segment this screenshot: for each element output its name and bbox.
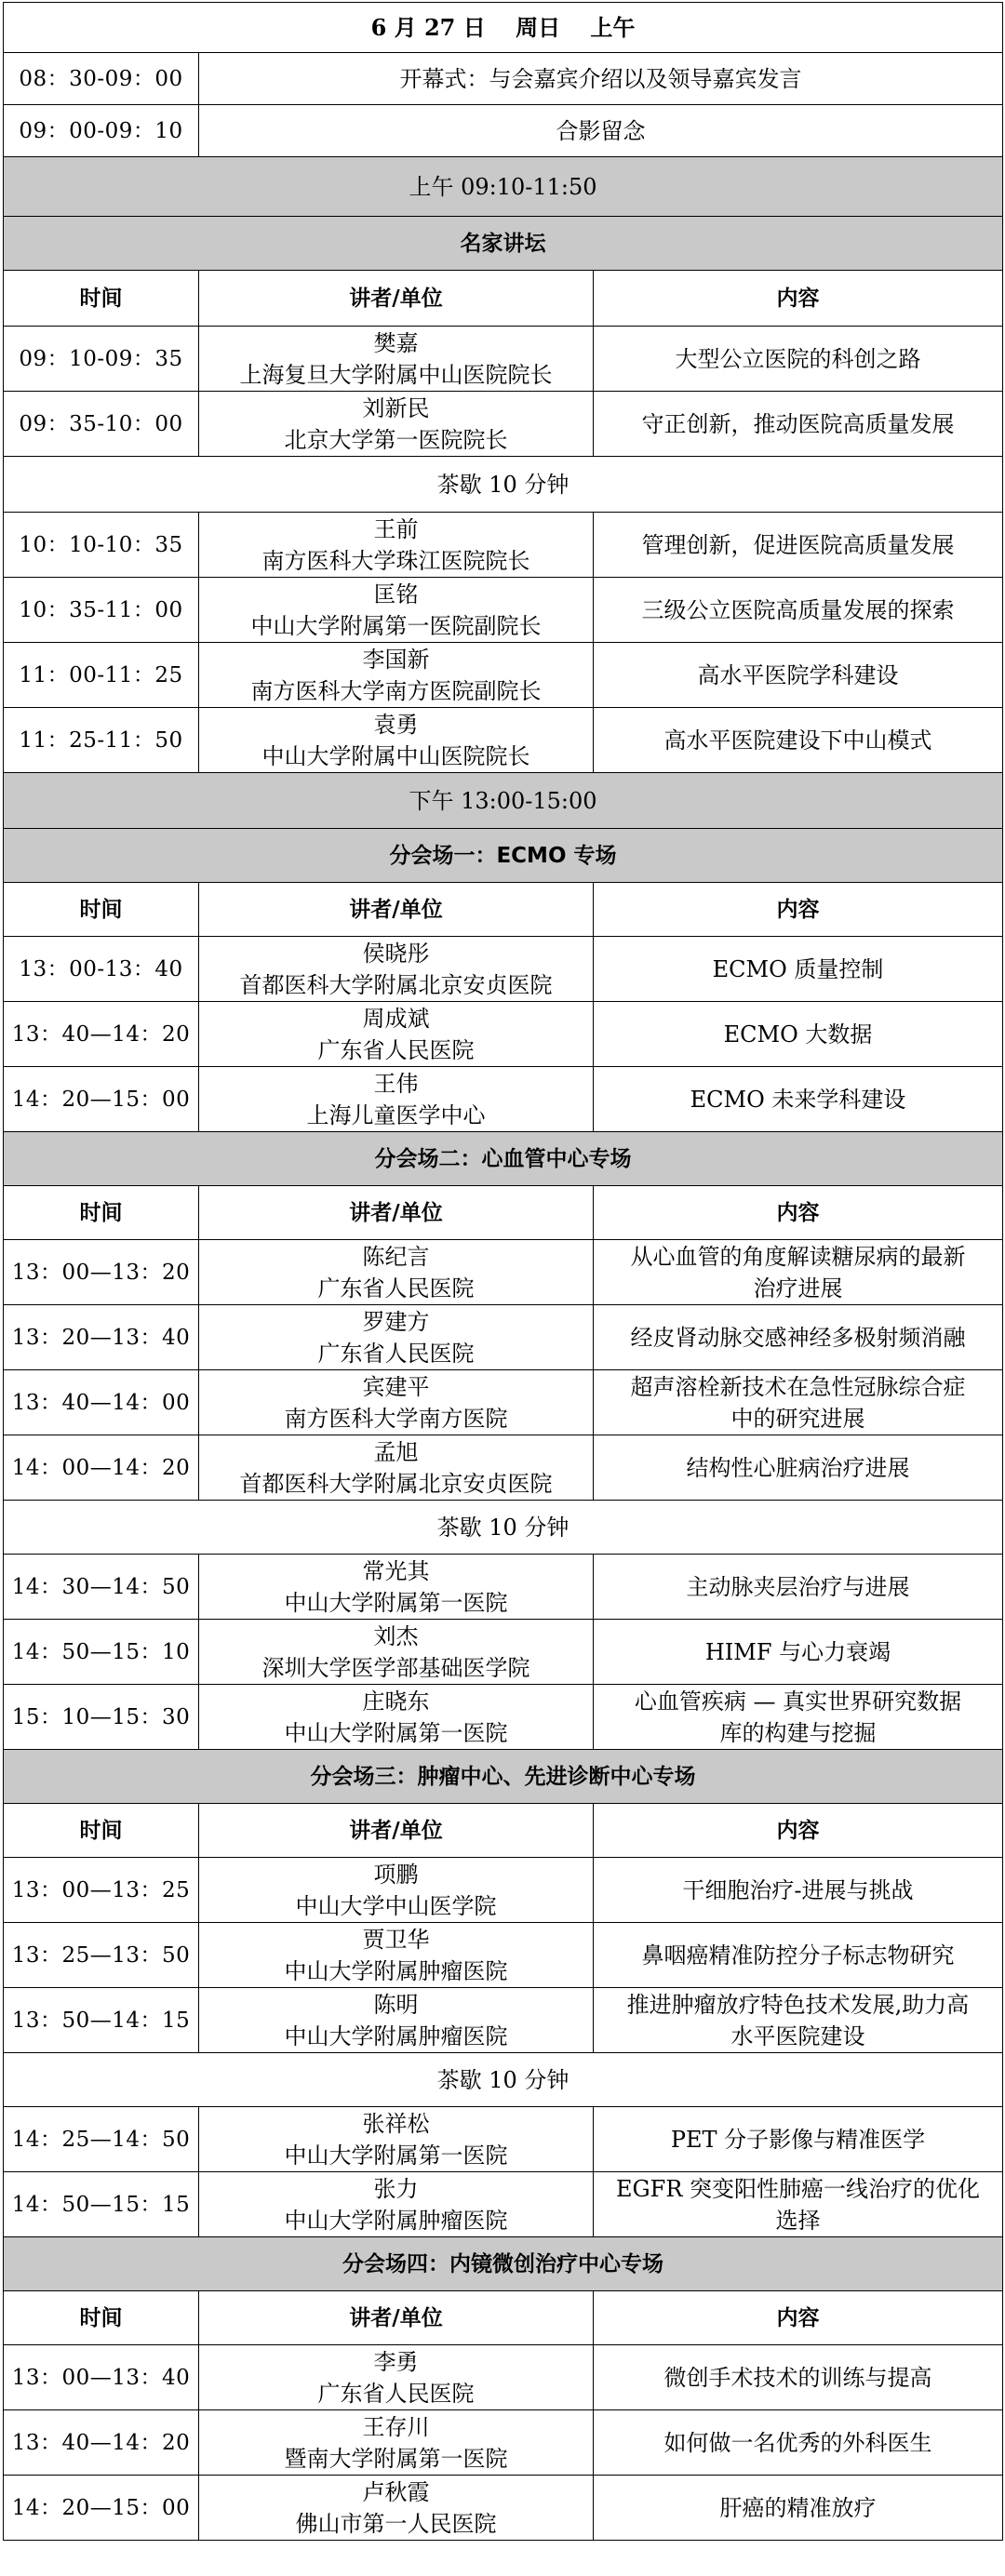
talk-time: 14：20—15：00 xyxy=(4,1067,199,1132)
day-header-row xyxy=(4,3,1003,53)
speaker-org: 上海儿童医学中心 xyxy=(306,1101,486,1128)
speaker-name: 李国新 xyxy=(362,646,430,673)
column-header-row xyxy=(4,1804,1003,1858)
talk-time: 13：40—14：20 xyxy=(4,2410,199,2476)
talk-row xyxy=(4,2107,1003,2172)
speaker-cell xyxy=(199,1435,594,1501)
speaker-cell xyxy=(199,1923,594,1988)
talk-row xyxy=(4,2345,1003,2410)
talk-row xyxy=(4,708,1003,773)
header-time: 时间 xyxy=(4,883,199,937)
session-title: 分会场三：肿瘤中心、先进诊断中心专场 xyxy=(4,1750,1003,1804)
speaker-name: 陈明 xyxy=(373,1991,419,2018)
talk-time: 14：25—14：50 xyxy=(4,2107,199,2172)
speaker-cell xyxy=(199,1555,594,1620)
session-title: 名家讲坛 xyxy=(4,217,1003,271)
talk-row xyxy=(4,327,1003,392)
tea-break: 茶歇 10 分钟 xyxy=(4,2053,1003,2107)
speaker-org: 北京大学第一医院院长 xyxy=(284,426,508,453)
column-header-row xyxy=(4,883,1003,937)
talk-time: 09：10-09：35 xyxy=(4,327,199,392)
talk-content-line: 选择 xyxy=(775,2207,821,2234)
talk-time: 14：50—15：10 xyxy=(4,1620,199,1685)
speaker-cell xyxy=(199,578,594,643)
talk-time: 13：00-13：40 xyxy=(4,937,199,1002)
talk-content: 如何做一名优秀的外科医生 xyxy=(594,2410,1003,2476)
talk-row xyxy=(4,578,1003,643)
talk-content: 经皮肾动脉交感神经多极射频消融 xyxy=(594,1305,1003,1370)
speaker-cell xyxy=(199,937,594,1002)
speaker-cell xyxy=(199,2345,594,2410)
talk-content: HIMF 与心力衰竭 xyxy=(594,1620,1003,1685)
speaker-cell xyxy=(199,1620,594,1685)
period-band-row xyxy=(4,157,1003,217)
speaker-org: 中山大学附属第一医院 xyxy=(284,1589,508,1616)
talk-content: 干细胞治疗-进展与挑战 xyxy=(594,1858,1003,1923)
speaker-name: 王伟 xyxy=(373,1070,419,1097)
header-speaker: 讲者/单位 xyxy=(199,1186,594,1240)
talk-time: 13：20—13：40 xyxy=(4,1305,199,1370)
talk-content: ECMO 质量控制 xyxy=(594,937,1003,1002)
speaker-org: 南方医科大学南方医院副院长 xyxy=(250,677,542,704)
speaker-name: 卢秋霞 xyxy=(362,2478,430,2505)
tea-break-row xyxy=(4,1501,1003,1555)
speaker-org: 中山大学附属中山医院院长 xyxy=(261,742,530,769)
header-speaker: 讲者/单位 xyxy=(199,883,594,937)
talk-row xyxy=(4,1370,1003,1435)
talk-content: 微创手术技术的训练与提高 xyxy=(594,2345,1003,2410)
opening-title: 合影留念 xyxy=(199,105,1003,157)
talk-content: PET 分子影像与精准医学 xyxy=(594,2107,1003,2172)
talk-content: 管理创新，促进医院高质量发展 xyxy=(594,513,1003,578)
speaker-org: 中山大学附属第一医院 xyxy=(284,2142,508,2169)
speaker-org: 中山大学附属第一医院 xyxy=(284,1719,508,1746)
talk-content-line: EGFR 突变阳性肺癌一线治疗的优化 xyxy=(615,2175,981,2202)
talk-content-line: 治疗进展 xyxy=(753,1275,843,1301)
talk-content-line: 从心血管的角度解读糖尿病的最新 xyxy=(630,1243,966,1270)
talk-row xyxy=(4,1240,1003,1305)
speaker-cell xyxy=(199,1858,594,1923)
speaker-name: 孟旭 xyxy=(373,1438,419,1465)
speaker-name: 贾卫华 xyxy=(362,1926,430,1953)
header-content: 内容 xyxy=(594,1186,1003,1240)
talk-time: 10：10-10：35 xyxy=(4,513,199,578)
speaker-cell xyxy=(199,2410,594,2476)
speaker-name: 周成斌 xyxy=(362,1005,430,1032)
speaker-org: 上海复旦大学附属中山医院院长 xyxy=(239,361,553,388)
talk-time: 13：40—14：20 xyxy=(4,1002,199,1067)
column-header-row xyxy=(4,1186,1003,1240)
talk-time: 15：10—15：30 xyxy=(4,1685,199,1750)
speaker-cell xyxy=(199,1002,594,1067)
tea-break: 茶歇 10 分钟 xyxy=(4,1501,1003,1555)
talk-content: 三级公立医院高质量发展的探索 xyxy=(594,578,1003,643)
tea-break-row xyxy=(4,457,1003,513)
speaker-name: 张力 xyxy=(373,2175,419,2202)
schedule-table xyxy=(3,2,1003,2541)
talk-time: 14：30—14：50 xyxy=(4,1555,199,1620)
talk-content: ECMO 未来学科建设 xyxy=(594,1067,1003,1132)
speaker-name: 项鹏 xyxy=(373,1861,419,1888)
speaker-org: 暨南大学附属第一医院 xyxy=(284,2445,508,2472)
speaker-name: 樊嘉 xyxy=(373,329,419,356)
column-header-row xyxy=(4,2291,1003,2345)
opening-row xyxy=(4,105,1003,157)
speaker-cell xyxy=(199,1988,594,2053)
talk-row xyxy=(4,643,1003,708)
talk-content xyxy=(594,1988,1003,2053)
header-time: 时间 xyxy=(4,271,199,327)
session-title: 分会场二：心血管中心专场 xyxy=(4,1132,1003,1186)
speaker-name: 刘杰 xyxy=(373,1622,419,1649)
speaker-name: 宾建平 xyxy=(362,1373,430,1400)
header-content: 内容 xyxy=(594,883,1003,937)
speaker-name: 匡铭 xyxy=(373,581,419,607)
tea-break: 茶歇 10 分钟 xyxy=(4,457,1003,513)
speaker-cell xyxy=(199,708,594,773)
talk-time: 13：00—13：25 xyxy=(4,1858,199,1923)
talk-row xyxy=(4,1620,1003,1685)
column-header-row xyxy=(4,271,1003,327)
talk-row xyxy=(4,1555,1003,1620)
talk-content: 高水平医院学科建设 xyxy=(594,643,1003,708)
talk-content: ECMO 大数据 xyxy=(594,1002,1003,1067)
speaker-org: 首都医科大学附属北京安贞医院 xyxy=(239,971,553,998)
speaker-org: 中山大学附属肿瘤医院 xyxy=(284,1957,508,1984)
talk-content: 肝癌的精准放疗 xyxy=(594,2476,1003,2541)
period-band: 上午 09:10-11:50 xyxy=(4,157,1003,217)
speaker-name: 侯晓彤 xyxy=(362,940,430,967)
talk-content: 高水平医院建设下中山模式 xyxy=(594,708,1003,773)
speaker-org: 广东省人民医院 xyxy=(317,2380,475,2407)
session-title: 分会场四：内镜微创治疗中心专场 xyxy=(4,2237,1003,2291)
period-band-row xyxy=(4,773,1003,829)
talk-time: 11：25-11：50 xyxy=(4,708,199,773)
speaker-name: 刘新民 xyxy=(362,394,430,421)
speaker-org: 佛山市第一人民医院 xyxy=(295,2510,497,2537)
talk-row xyxy=(4,2476,1003,2541)
talk-time: 14：20—15：00 xyxy=(4,2476,199,2541)
speaker-name: 张祥松 xyxy=(362,2110,430,2137)
talk-row xyxy=(4,2410,1003,2476)
opening-time: 08：30-09：00 xyxy=(4,53,199,105)
speaker-cell xyxy=(199,643,594,708)
speaker-cell xyxy=(199,2107,594,2172)
talk-content-line: 水平医院建设 xyxy=(730,2022,865,2049)
header-content: 内容 xyxy=(594,1804,1003,1858)
talk-time: 13：40—14：00 xyxy=(4,1370,199,1435)
talk-time: 13：50—14：15 xyxy=(4,1988,199,2053)
talk-content xyxy=(594,1685,1003,1750)
talk-time: 11：00-11：25 xyxy=(4,643,199,708)
speaker-cell xyxy=(199,1370,594,1435)
talk-content xyxy=(594,1370,1003,1435)
speaker-name: 王前 xyxy=(373,515,419,542)
talk-content-line: 中的研究进展 xyxy=(730,1405,865,1432)
talk-content: 结构性心脏病治疗进展 xyxy=(594,1435,1003,1501)
speaker-org: 广东省人民医院 xyxy=(317,1340,475,1367)
talk-content xyxy=(594,1240,1003,1305)
talk-content: 守正创新，推动医院高质量发展 xyxy=(594,392,1003,457)
talk-content-line: 心血管疾病 — 真实世界研究数据 xyxy=(634,1688,962,1715)
talk-row xyxy=(4,1685,1003,1750)
header-time: 时间 xyxy=(4,1186,199,1240)
talk-content xyxy=(594,2172,1003,2237)
talk-time: 14：50—15：15 xyxy=(4,2172,199,2237)
talk-time: 14：00—14：20 xyxy=(4,1435,199,1501)
talk-time: 13：00—13：20 xyxy=(4,1240,199,1305)
talk-row xyxy=(4,392,1003,457)
talk-row xyxy=(4,1305,1003,1370)
speaker-org: 中山大学中山医学院 xyxy=(295,1892,497,1919)
talk-content-line: 超声溶栓新技术在急性冠脉综合症 xyxy=(630,1373,966,1400)
session-title-row xyxy=(4,1750,1003,1804)
period-band: 下午 13:00-15:00 xyxy=(4,773,1003,829)
talk-row xyxy=(4,1002,1003,1067)
talk-row xyxy=(4,513,1003,578)
talk-content: 主动脉夹层治疗与进展 xyxy=(594,1555,1003,1620)
speaker-name: 陈纪言 xyxy=(362,1243,430,1270)
speaker-cell xyxy=(199,1240,594,1305)
talk-time: 09：35-10：00 xyxy=(4,392,199,457)
tea-break-row xyxy=(4,2053,1003,2107)
talk-content-line: 库的构建与挖掘 xyxy=(719,1719,877,1746)
speaker-cell xyxy=(199,392,594,457)
opening-title: 开幕式：与会嘉宾介绍以及领导嘉宾发言 xyxy=(199,53,1003,105)
opening-row xyxy=(4,53,1003,105)
speaker-cell xyxy=(199,513,594,578)
talk-content-line: 推进肿瘤放疗特色技术发展,助力高 xyxy=(626,1991,970,2018)
talk-time: 10：35-11：00 xyxy=(4,578,199,643)
header-speaker: 讲者/单位 xyxy=(199,271,594,327)
speaker-org: 首都医科大学附属北京安贞医院 xyxy=(239,1470,553,1497)
speaker-name: 王存川 xyxy=(362,2413,430,2440)
talk-row xyxy=(4,1435,1003,1501)
talk-content: 鼻咽癌精准防控分子标志物研究 xyxy=(594,1923,1003,1988)
header-speaker: 讲者/单位 xyxy=(199,1804,594,1858)
speaker-org: 中山大学附属第一医院副院长 xyxy=(250,612,542,639)
talk-row xyxy=(4,1067,1003,1132)
session-title-row xyxy=(4,829,1003,883)
header-content: 内容 xyxy=(594,271,1003,327)
speaker-cell xyxy=(199,1067,594,1132)
session-title-row xyxy=(4,1132,1003,1186)
speaker-cell xyxy=(199,2172,594,2237)
speaker-name: 庄晓东 xyxy=(362,1688,430,1715)
speaker-org: 深圳大学医学部基础医学院 xyxy=(261,1654,530,1681)
speaker-org: 中山大学附属肿瘤医院 xyxy=(284,2022,508,2049)
speaker-cell xyxy=(199,2476,594,2541)
speaker-cell xyxy=(199,1685,594,1750)
header-time: 时间 xyxy=(4,1804,199,1858)
talk-row xyxy=(4,2172,1003,2237)
day-header: 6 月 27 日 周日 上午 xyxy=(4,3,1003,53)
speaker-org: 广东省人民医院 xyxy=(317,1036,475,1063)
session-title-row xyxy=(4,2237,1003,2291)
talk-row xyxy=(4,1923,1003,1988)
speaker-org: 南方医科大学珠江医院院长 xyxy=(261,547,530,574)
speaker-org: 南方医科大学南方医院 xyxy=(284,1405,508,1432)
speaker-cell xyxy=(199,327,594,392)
opening-time: 09：00-09：10 xyxy=(4,105,199,157)
talk-row xyxy=(4,937,1003,1002)
speaker-name: 袁勇 xyxy=(373,711,419,738)
session-title: 分会场一：ECMO 专场 xyxy=(4,829,1003,883)
speaker-org: 中山大学附属肿瘤医院 xyxy=(284,2207,508,2234)
header-content: 内容 xyxy=(594,2291,1003,2345)
talk-row xyxy=(4,1988,1003,2053)
talk-time: 13：00—13：40 xyxy=(4,2345,199,2410)
header-time: 时间 xyxy=(4,2291,199,2345)
header-speaker: 讲者/单位 xyxy=(199,2291,594,2345)
speaker-name: 李勇 xyxy=(373,2348,419,2375)
talk-time: 13：25—13：50 xyxy=(4,1923,199,1988)
speaker-org: 广东省人民医院 xyxy=(317,1275,475,1301)
talk-row xyxy=(4,1858,1003,1923)
speaker-name: 罗建方 xyxy=(362,1308,430,1335)
talk-content: 大型公立医院的科创之路 xyxy=(594,327,1003,392)
speaker-name: 常光其 xyxy=(362,1557,430,1584)
speaker-cell xyxy=(199,1305,594,1370)
session-title-row xyxy=(4,217,1003,271)
